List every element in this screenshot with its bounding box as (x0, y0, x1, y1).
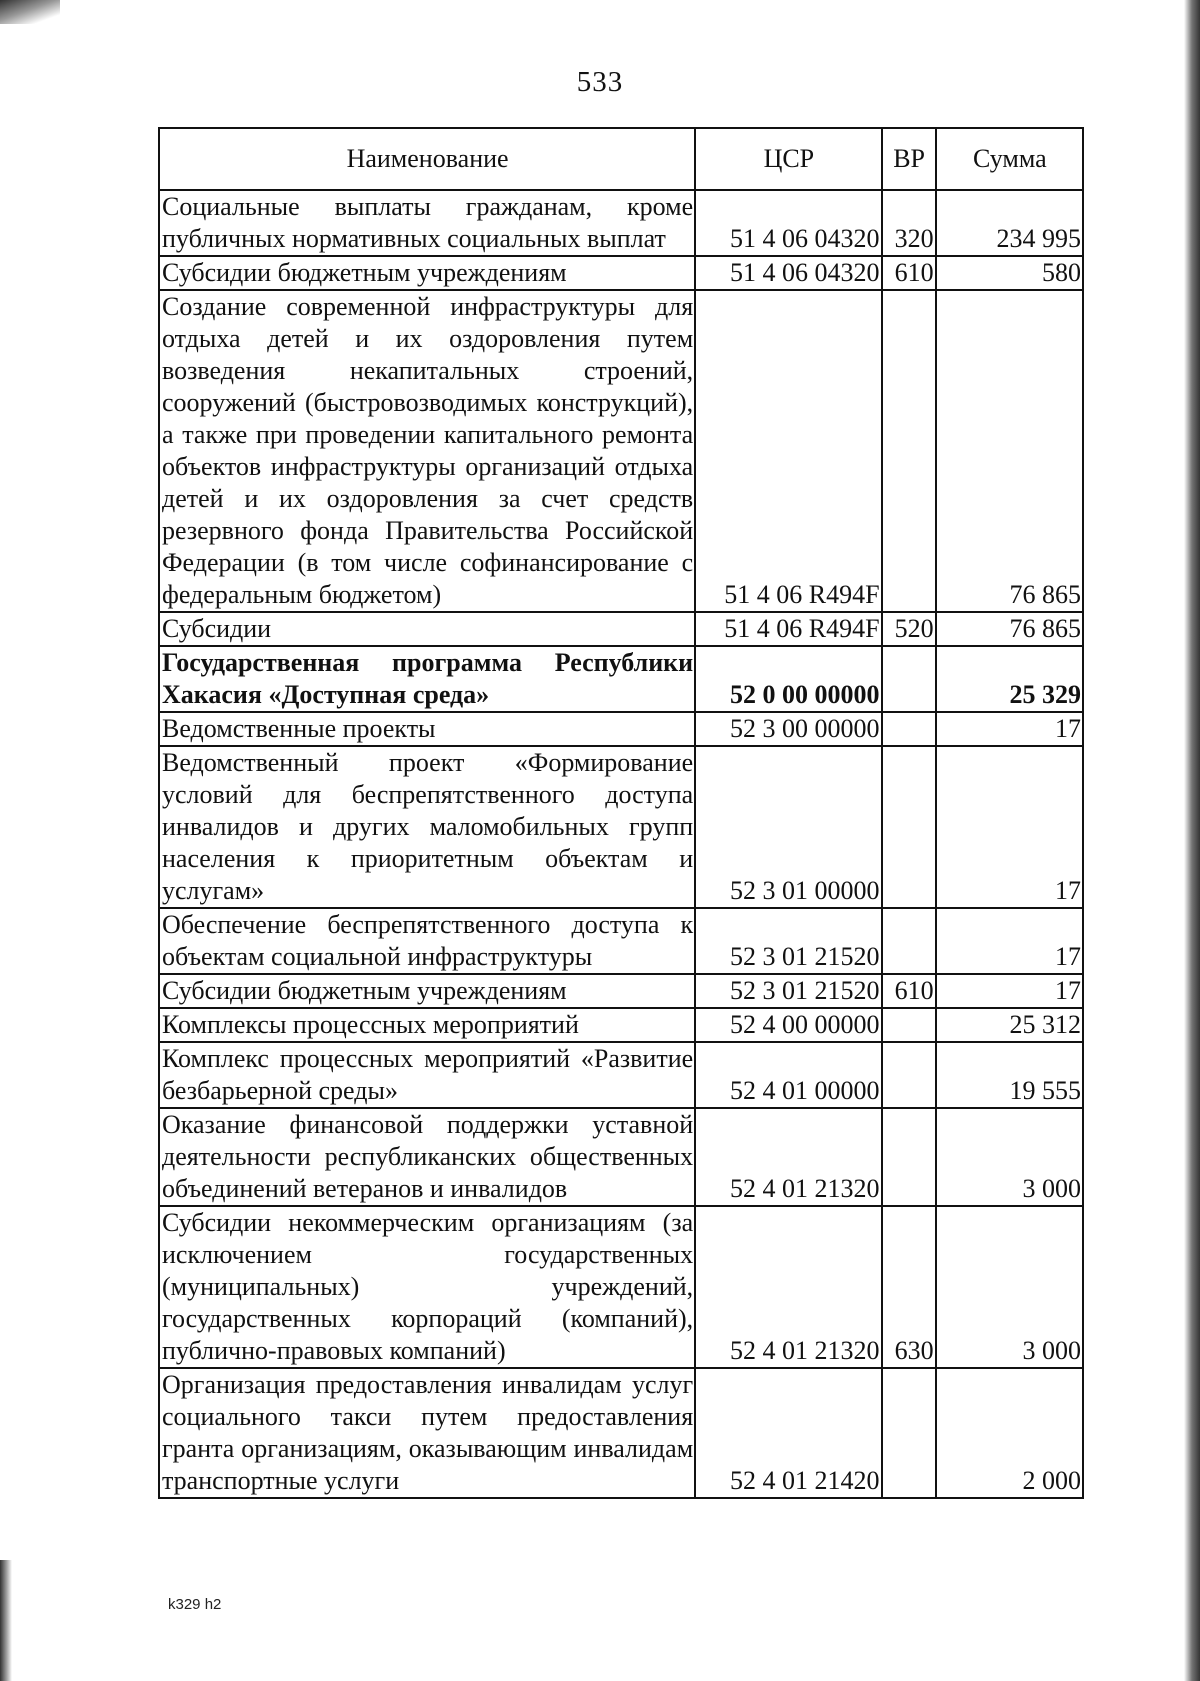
row-csr-cell: 51 4 06 04320 (695, 256, 881, 290)
row-sum-cell: 17 (936, 908, 1083, 974)
budget-table (158, 127, 1084, 1499)
scan-shadow-left-bottom (0, 1560, 12, 1681)
table-row (159, 190, 1083, 256)
header-name: Наименование (159, 128, 695, 190)
table-body (159, 190, 1083, 1498)
row-sum-cell: 3 000 (936, 1206, 1083, 1368)
row-name-cell: Ведомственные проекты (159, 712, 695, 746)
row-csr-cell: 52 4 01 21320 (695, 1108, 881, 1206)
table-row (159, 712, 1083, 746)
row-sum-cell: 76 865 (936, 612, 1083, 646)
row-sum-cell: 17 (936, 974, 1083, 1008)
scan-shadow-right-edge (1184, 0, 1200, 1681)
page-number: 533 (576, 66, 624, 98)
row-name-cell: Создание современной инфраструктуры для отдыха детей и их оздоровления путем возведения некапитальных строений, сооружений (быстровозводимых конструкций), а также при проведении капитального ремонта объектов инфраструктуры организаций отдыха детей и их оздоровления за счет средств резервного фонда Правительства Российской Федерации (в том числе софинансирование с федеральным бюджетом) (159, 290, 695, 612)
row-csr-cell: 51 4 06 R494F (695, 612, 881, 646)
row-csr-cell: 52 0 00 00000 (695, 646, 881, 712)
row-sum-cell: 580 (936, 256, 1083, 290)
row-vr-cell: 610 (882, 256, 936, 290)
row-vr-cell (882, 290, 936, 612)
header-vr: ВР (882, 128, 936, 190)
row-vr-cell: 320 (882, 190, 936, 256)
row-name-cell: Комплексы процессных мероприятий (159, 1008, 695, 1042)
row-name-cell: Субсидии некоммерческим организациям (за исключением государственных (муниципальных) учреждений, государственных корпораций (компаний), публично-правовых компаний) (159, 1206, 695, 1368)
table-row (159, 1008, 1083, 1042)
header-sum: Сумма (936, 128, 1083, 190)
table-row (159, 256, 1083, 290)
scan-shadow-top-left (0, 0, 60, 24)
row-csr-cell: 51 4 06 04320 (695, 190, 881, 256)
row-vr-cell (882, 712, 936, 746)
row-name-cell: Субсидии бюджетным учреждениям (159, 974, 695, 1008)
row-name-cell: Оказание финансовой поддержки уставной деятельности республиканских общественных объединений ветеранов и инвалидов (159, 1108, 695, 1206)
row-csr-cell: 52 3 01 21520 (695, 908, 881, 974)
row-csr-cell: 52 4 01 21320 (695, 1206, 881, 1368)
row-csr-cell: 52 3 01 00000 (695, 746, 881, 908)
row-sum-cell: 3 000 (936, 1108, 1083, 1206)
row-csr-cell: 52 3 01 21520 (695, 974, 881, 1008)
row-vr-cell (882, 746, 936, 908)
row-csr-cell: 52 4 00 00000 (695, 1008, 881, 1042)
row-name-cell: Социальные выплаты гражданам, кроме публичных нормативных социальных выплат (159, 190, 695, 256)
row-vr-cell (882, 1108, 936, 1206)
table-row (159, 612, 1083, 646)
row-csr-cell: 52 4 01 21420 (695, 1368, 881, 1498)
row-vr-cell (882, 1042, 936, 1108)
row-name-cell: Государственная программа Республики Хакасия «Доступная среда» (159, 646, 695, 712)
row-vr-cell (882, 1368, 936, 1498)
row-name-cell: Субсидии бюджетным учреждениям (159, 256, 695, 290)
table-row (159, 1108, 1083, 1206)
row-vr-cell: 610 (882, 974, 936, 1008)
row-sum-cell: 25 312 (936, 1008, 1083, 1042)
row-vr-cell: 520 (882, 612, 936, 646)
row-vr-cell: 630 (882, 1206, 936, 1368)
row-csr-cell: 51 4 06 R494F (695, 290, 881, 612)
table-row (159, 1368, 1083, 1498)
row-vr-cell (882, 646, 936, 712)
row-vr-cell (882, 1008, 936, 1042)
row-name-cell: Ведомственный проект «Формирование условий для беспрепятственного доступа инвалидов и других маломобильных групп населения к приоритетным объектам и услугам» (159, 746, 695, 908)
table-row (159, 746, 1083, 908)
row-sum-cell: 25 329 (936, 646, 1083, 712)
row-csr-cell: 52 4 01 00000 (695, 1042, 881, 1108)
table-row (159, 974, 1083, 1008)
table-header-row (159, 128, 1083, 190)
row-name-cell: Субсидии (159, 612, 695, 646)
row-name-cell: Обеспечение беспрепятственного доступа к объектам социальной инфраструктуры (159, 908, 695, 974)
table-row (159, 1206, 1083, 1368)
header-csr: ЦСР (695, 128, 881, 190)
row-sum-cell: 19 555 (936, 1042, 1083, 1108)
row-sum-cell: 2 000 (936, 1368, 1083, 1498)
row-sum-cell: 17 (936, 712, 1083, 746)
table-row (159, 646, 1083, 712)
table-row (159, 908, 1083, 974)
table-row (159, 1042, 1083, 1108)
row-csr-cell: 52 3 00 00000 (695, 712, 881, 746)
footer-code: k329 h2 (168, 1596, 222, 1613)
row-name-cell: Комплекс процессных мероприятий «Развитие безбарьерной среды» (159, 1042, 695, 1108)
row-name-cell: Организация предоставления инвалидам услуг социального такси путем предоставления гранта организациям, оказывающим инвалидам транспортные услуги (159, 1368, 695, 1498)
row-sum-cell: 234 995 (936, 190, 1083, 256)
row-vr-cell (882, 908, 936, 974)
table-row (159, 290, 1083, 612)
row-sum-cell: 17 (936, 746, 1083, 908)
row-sum-cell: 76 865 (936, 290, 1083, 612)
